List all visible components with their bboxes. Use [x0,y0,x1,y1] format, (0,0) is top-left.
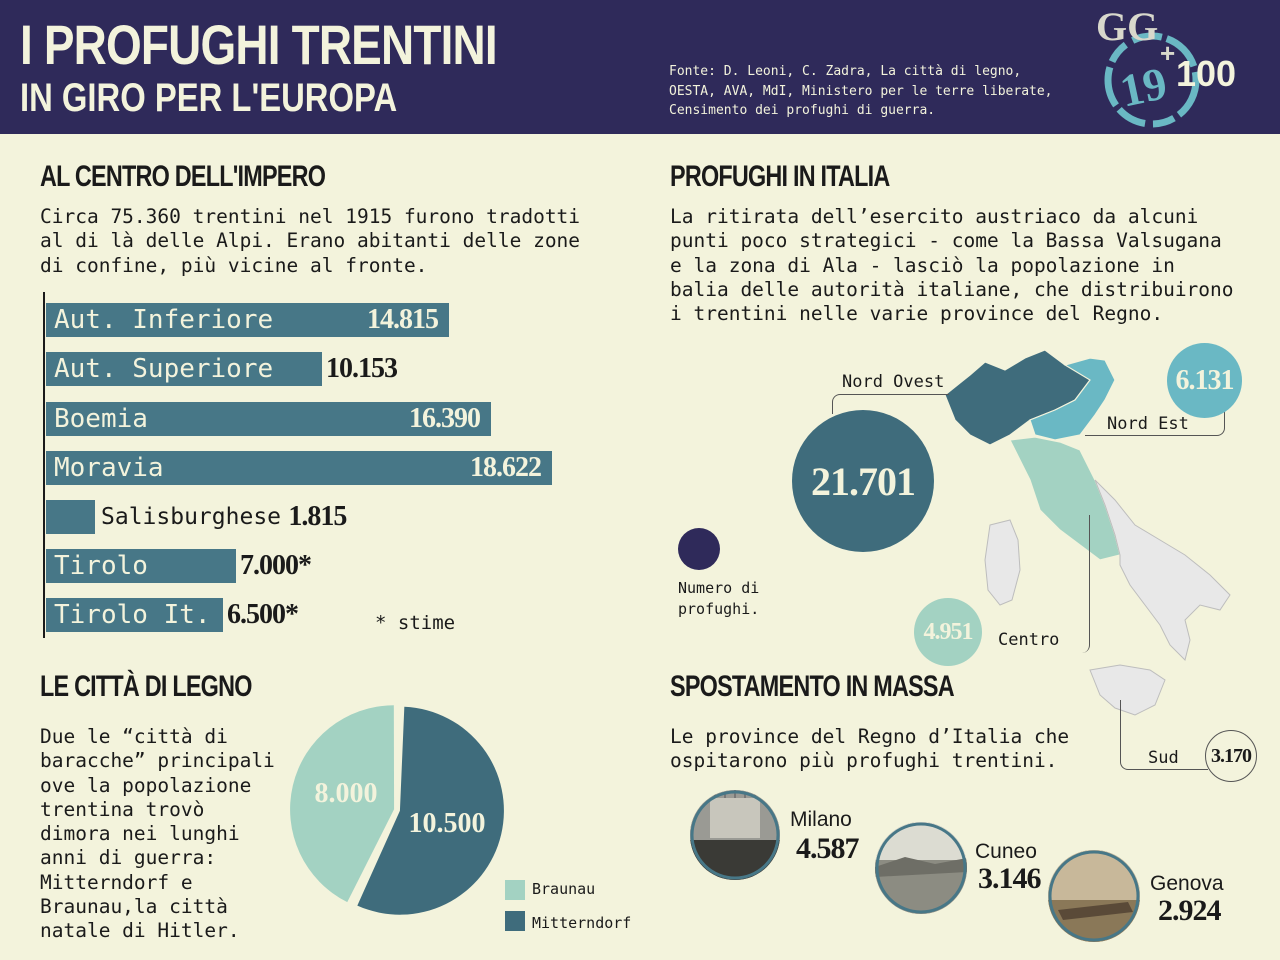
city-name-cuneo: Cuneo [975,840,1037,863]
header-banner [0,0,1280,134]
section-text-citta-legno: Due le “città di baracche” principali ove la popolazione trentina trovò dimora nei lunghi anni di guerra: Mitterndorf e Braunau,la città natale di Hitler. [40,725,275,943]
photo-milano [690,790,780,880]
page-subtitle: IN GIRO PER L'EUROPA [20,76,398,120]
bar-value-2: 16.390 [409,403,480,434]
city-value-genova: 2.924 [1158,894,1221,927]
section-title-impero: AL CENTRO DELL'IMPERO [40,160,326,193]
bar-value-5: 7.000* [240,550,311,581]
label-nord-ovest: Nord Ovest [842,372,945,392]
legend-bubble-label: Numero di profughi. [678,579,760,618]
logo-19-text: 19 [1115,57,1172,117]
photo-genova [1048,850,1140,942]
bar-label-3: Moravia [54,453,164,483]
bar-value-3: 18.622 [470,452,541,483]
bar-label-5: Tirolo [54,551,148,581]
bar-4 [46,500,95,534]
page-title: I PROFUGHI TRENTINI [20,13,497,76]
bar-label-1: Aut. Superiore [54,354,274,384]
bubble-sud: 3.170 [1205,730,1257,782]
logo-plus-text: + [1160,38,1176,68]
section-title-citta-legno: LE CITTÀ DI LEGNO [40,670,252,703]
bar-label-2: Boemia [54,404,148,434]
bar-value-1: 10.153 [326,353,397,384]
label-centro: Centro [998,630,1060,650]
label-sud: Sud [1148,748,1179,768]
pie-label-braunau: 8.000 [314,778,378,809]
bubble-nord-est: 6.131 [1167,343,1242,418]
bar-label-4: Salisburghese [101,504,282,530]
bar-value-0: 14.815 [367,304,438,335]
legend-bubble-icon [678,528,720,570]
section-title-italia: PROFUGHI IN ITALIA [670,160,890,193]
legend-label-braunau: Braunau [532,880,596,898]
gg-19-100-logo [1090,0,1260,134]
photo-cuneo [875,822,967,914]
bar-axis-line [43,292,45,638]
bar-value-4: 1.815 [288,501,347,532]
pie-chart-citta-legno [284,700,510,920]
section-title-spostamento: SPOSTAMENTO IN MASSA [670,670,954,703]
logo-gg-text: GG [1096,4,1159,49]
section-text-spostamento: Le province del Regno d’Italia che ospitarono più profughi trentini. [670,725,1070,773]
bar-label-6: Tirolo It. [54,600,211,630]
footnote-stime: * stime [375,612,456,634]
city-value-milano: 4.587 [796,832,859,865]
logo-100-text: 100 [1176,53,1237,94]
section-text-italia: La ritirata dell’esercito austriaco da alcuni punti poco strategici - come la Bassa Valsugana e la zona di Ala - lasciò la popolazione in balia delle autorità italiane, che distribuirono i trentini nelle varie province del Regno. [670,205,1234,326]
region-sud [1095,480,1230,660]
legend-swatch-mitterndorf [505,911,525,931]
pie-label-mitterndorf: 10.500 [408,808,486,839]
legend-swatch-braunau [505,880,525,900]
city-name-genova: Genova [1150,872,1224,895]
legend-label-mitterndorf: Mitterndorf [532,914,632,932]
label-nord-est: Nord Est [1107,414,1189,434]
city-name-milano: Milano [790,808,852,831]
city-value-cuneo: 3.146 [978,862,1041,895]
bar-value-6: 6.500* [227,599,298,630]
source-note: Fonte: D. Leoni, C. Zadra, La città di legno, OESTA, AVA, MdI, Ministero per le terre liberate, Censimento dei profughi di guerra. [669,64,1053,118]
bar-label-0: Aut. Inferiore [54,305,274,335]
bubble-nord-ovest: 21.701 [792,410,934,552]
section-text-impero: Circa 75.360 trentini nel 1915 furono tradotti al di là delle Alpi. Erano abitanti delle zone di confine, più vicine al fronte. [40,205,581,277]
bubble-centro: 4.951 [914,598,982,666]
